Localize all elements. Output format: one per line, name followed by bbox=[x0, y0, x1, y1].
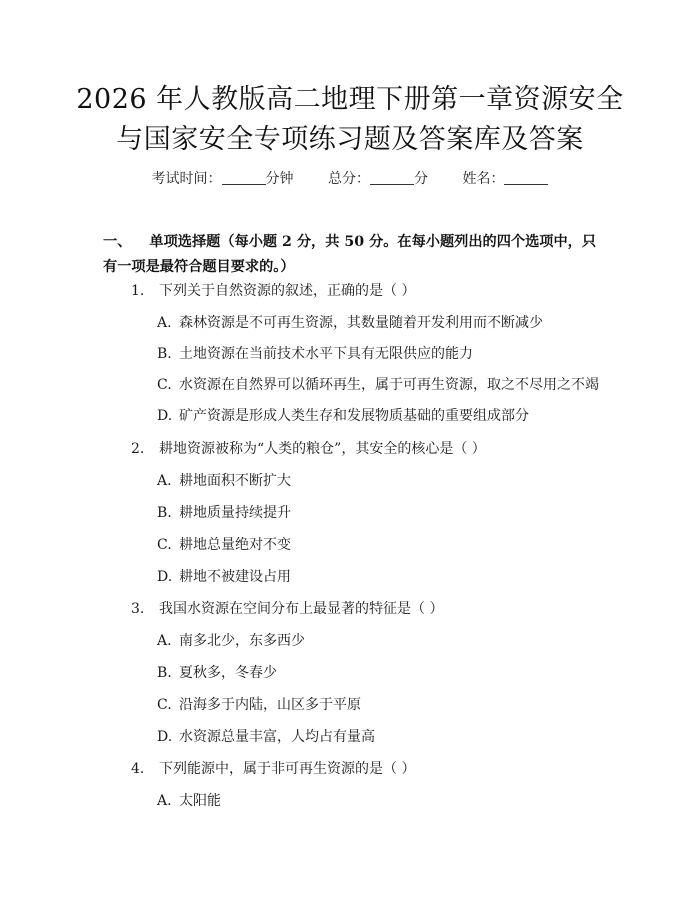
question-3-stem bbox=[131, 599, 443, 619]
option-text: 矿产资源是形成人类生存和发展物质基础的重要组成部分 bbox=[179, 408, 529, 424]
question-number: 1. bbox=[131, 283, 145, 299]
total-score-label: 总分： bbox=[328, 171, 370, 187]
option-label: B. bbox=[157, 346, 172, 362]
exam-info-row bbox=[0, 168, 700, 188]
question-1-option-a bbox=[157, 313, 543, 333]
option-text: 森林资源是不可再生资源，其数量随着开发利用而不断减少 bbox=[179, 315, 543, 331]
student-name-field bbox=[462, 168, 548, 188]
exam-time-blank bbox=[222, 172, 266, 185]
question-2-option-a bbox=[157, 471, 291, 491]
question-text: 耕地资源被称为“人类的粮仓”，其安全的核心是（ ） bbox=[159, 441, 486, 457]
option-text: 南多北少，东多西少 bbox=[179, 633, 305, 649]
question-4-option-a bbox=[157, 791, 221, 811]
question-3-option-d bbox=[157, 727, 375, 747]
total-score-field bbox=[328, 168, 428, 188]
option-text: 太阳能 bbox=[179, 793, 221, 809]
option-label: A. bbox=[157, 315, 172, 331]
option-text: 耕地面积不断扩大 bbox=[179, 473, 291, 489]
exam-time-label: 考试时间： bbox=[151, 171, 222, 187]
student-name-label: 姓名： bbox=[462, 171, 505, 187]
option-label: D. bbox=[157, 569, 173, 585]
option-label: B. bbox=[157, 665, 172, 681]
option-label: C. bbox=[157, 697, 172, 713]
question-1-option-d bbox=[157, 406, 529, 426]
exam-time-unit: 分钟 bbox=[265, 171, 294, 187]
question-number: 4. bbox=[131, 761, 145, 777]
option-label: A. bbox=[157, 473, 172, 489]
question-text: 下列关于自然资源的叙述，正确的是（ ） bbox=[159, 283, 416, 299]
student-name-blank bbox=[504, 172, 548, 185]
question-2-option-c bbox=[157, 535, 291, 555]
option-label: A. bbox=[157, 793, 172, 809]
option-text: 夏秋多，冬春少 bbox=[179, 665, 277, 681]
question-3-option-b bbox=[157, 663, 277, 683]
option-label: D. bbox=[157, 729, 173, 745]
section-number: 一、 bbox=[103, 234, 132, 250]
question-1-stem bbox=[131, 281, 415, 301]
question-4-stem bbox=[131, 759, 415, 779]
option-label: A. bbox=[157, 633, 172, 649]
question-3-option-c bbox=[157, 695, 361, 715]
document-title-line-1: 2026 年人教版高二地理下册第一章资源安全 bbox=[76, 84, 624, 115]
question-1-option-b bbox=[157, 344, 473, 364]
option-label: C. bbox=[157, 377, 172, 393]
option-label: B. bbox=[157, 505, 172, 521]
total-score-blank bbox=[370, 172, 414, 185]
option-text: 土地资源在当前技术水平下具有无限供应的能力 bbox=[179, 346, 473, 362]
option-text: 水资源总量丰富，人均占有量高 bbox=[179, 729, 375, 745]
option-text: 耕地总量绝对不变 bbox=[179, 537, 291, 553]
option-text: 耕地质量持续提升 bbox=[179, 505, 291, 521]
option-text: 沿海多于内陆，山区多于平原 bbox=[179, 697, 361, 713]
question-3-option-a bbox=[157, 631, 305, 651]
option-text: 水资源在自然界可以循环再生，属于可再生资源，取之不尽用之不竭 bbox=[179, 377, 599, 393]
section-heading bbox=[103, 230, 603, 280]
question-text: 下列能源中，属于非可再生资源的是（ ） bbox=[159, 761, 416, 777]
option-label: D. bbox=[157, 408, 173, 424]
option-text: 耕地不被建设占用 bbox=[179, 569, 291, 585]
question-2-stem bbox=[131, 439, 486, 459]
total-score-unit: 分 bbox=[414, 171, 428, 187]
exam-time-field bbox=[152, 168, 294, 188]
question-2-option-b bbox=[157, 503, 291, 523]
option-label: C. bbox=[157, 537, 172, 553]
question-number: 3. bbox=[131, 601, 145, 617]
document-title-line-2: 与国家安全专项练习题及答案库及答案 bbox=[116, 124, 584, 155]
question-text: 我国水资源在空间分布上最显著的特征是（ ） bbox=[159, 601, 444, 617]
question-2-option-d bbox=[157, 567, 291, 587]
question-1-option-c bbox=[157, 375, 599, 395]
question-number: 2. bbox=[131, 441, 145, 457]
section-instructions: 单项选择题（每小题 2 分，共 50 分。在每小题列出的四个选项中，只有一项是最符合题目要求的。） bbox=[103, 234, 597, 275]
